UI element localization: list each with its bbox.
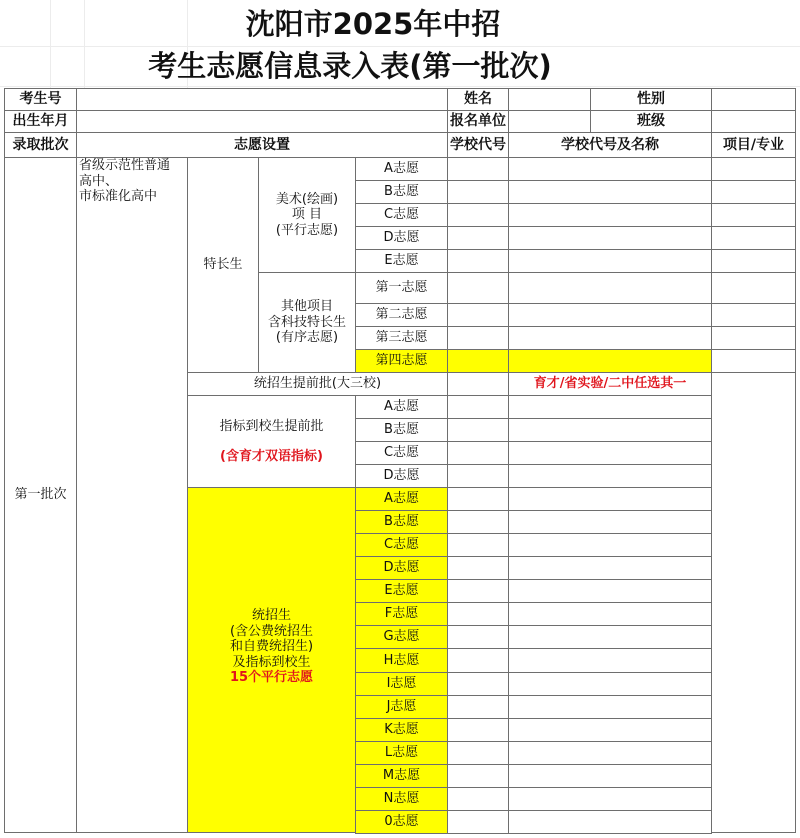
school-name-field[interactable] [508,533,712,557]
school-name-field[interactable] [508,418,712,442]
school-name-field[interactable] [508,441,712,465]
school-name-field[interactable] [508,303,712,327]
choice-label: G志愿 [355,625,448,649]
project-field[interactable] [711,203,796,227]
special-label: 特长生 [187,157,259,373]
school-type-label [76,157,188,833]
art-line3: (平行志愿) [275,222,339,238]
choice-label: N志愿 [355,787,448,811]
choice-label: C志愿 [355,441,448,465]
school-code-field[interactable] [447,180,509,204]
school-name-field[interactable] [508,602,712,626]
school-name-field[interactable] [508,741,712,765]
birth-label: 出生年月 [4,110,77,133]
birth-field[interactable] [76,110,448,133]
school-code-field[interactable] [447,787,509,811]
name-field[interactable] [508,88,591,111]
choice-label: A志愿 [355,395,448,419]
sheet-gridline [0,86,800,87]
school-code-field[interactable] [447,395,509,419]
choice-label: F志愿 [355,602,448,626]
choice-label: 第四志愿 [355,349,448,373]
choice-label: H志愿 [355,648,448,673]
unified-line4: 及指标到校生 [232,654,311,670]
choice-label: A志愿 [355,157,448,181]
school-code-field[interactable] [447,441,509,465]
school-code-field[interactable] [447,810,509,834]
choice-label: C志愿 [355,533,448,557]
school-name-field[interactable] [508,579,712,603]
school-code-field[interactable] [447,349,509,373]
school-code-field[interactable] [447,695,509,719]
school-type-line1: 省级示范性普通 [79,158,171,173]
school-name-field[interactable] [508,349,712,373]
school-name-field[interactable] [508,326,712,350]
form-title-line1: 沈阳市2025年中招 [245,7,501,41]
project-field[interactable] [711,272,796,304]
school-name-field[interactable] [508,764,712,788]
project-field[interactable] [711,326,796,350]
school-code-field[interactable] [447,510,509,534]
choice-label: B志愿 [355,180,448,204]
school-type-line3: 市标准化高中 [79,189,158,205]
choice-label: 第一志愿 [355,272,448,304]
early-batch-code[interactable] [447,372,509,396]
exam-no-field[interactable] [76,88,448,111]
choice-label: B志愿 [355,510,448,534]
school-name-field[interactable] [508,718,712,742]
school-code-field[interactable] [447,303,509,327]
choice-label: I志愿 [355,672,448,696]
school-name-field[interactable] [508,395,712,419]
school-name-field[interactable] [508,810,712,834]
quota-early-note: (含育才双语指标) [220,448,323,464]
quota-early-text: 指标到校生提前批 [219,418,324,434]
school-name-field[interactable] [508,226,712,250]
art-group-label [258,157,356,273]
form-title-line2: 考生志愿信息录入表(第一批次) [148,49,552,83]
choice-label: K志愿 [355,718,448,742]
choice-label: C志愿 [355,203,448,227]
gender-label: 性别 [590,88,712,111]
school-code-field[interactable] [447,487,509,511]
school-name-field[interactable] [508,157,712,181]
unified-label [187,487,356,833]
project-merged-field[interactable] [711,372,796,833]
school-code-field[interactable] [447,418,509,442]
header-batch: 录取批次 [4,132,77,158]
class-field[interactable] [711,110,796,133]
project-field[interactable] [711,180,796,204]
school-name-field[interactable] [508,625,712,649]
school-name-field[interactable] [508,787,712,811]
project-field[interactable] [711,157,796,181]
unified-note: 15个平行志愿 [229,670,314,686]
header-project: 项目/专业 [711,132,796,158]
project-field[interactable] [711,249,796,273]
unified-line1: 统招生 [251,608,291,623]
choice-label: E志愿 [355,249,448,273]
school-name-field[interactable] [508,272,712,304]
school-code-field[interactable] [447,157,509,181]
other-line3: (有序志愿) [275,330,339,346]
school-code-field[interactable] [447,718,509,742]
project-field[interactable] [711,349,796,373]
unified-line3: 和自费统招生) [229,639,314,655]
school-name-field[interactable] [508,203,712,227]
choice-label: D志愿 [355,556,448,580]
early-batch-label: 统招生提前批(大三校) [187,372,448,396]
school-name-field[interactable] [508,556,712,580]
class-label: 班级 [590,110,712,133]
school-name-field[interactable] [508,487,712,511]
other-group-label [258,272,356,373]
header-school-code: 学校代号 [447,132,509,158]
school-code-field[interactable] [447,625,509,649]
project-field[interactable] [711,226,796,250]
school-name-field[interactable] [508,510,712,534]
school-name-field[interactable] [508,249,712,273]
choice-label: 第二志愿 [355,303,448,327]
unit-field[interactable] [508,110,591,133]
school-name-field[interactable] [508,180,712,204]
choice-label: 第三志愿 [355,326,448,350]
school-name-field[interactable] [508,672,712,696]
school-name-field[interactable] [508,464,712,488]
school-code-field[interactable] [447,741,509,765]
other-line1: 其他项目 [280,299,333,315]
name-label: 姓名 [447,88,509,111]
school-type-line2: 高中、 [79,173,119,189]
school-code-field[interactable] [447,672,509,696]
choice-label: B志愿 [355,418,448,442]
school-code-field[interactable] [447,602,509,626]
school-code-field[interactable] [447,249,509,273]
art-line2: 项 目 [291,207,323,223]
school-code-field[interactable] [447,556,509,580]
school-code-field[interactable] [447,648,509,673]
school-code-field[interactable] [447,533,509,557]
school-code-field[interactable] [447,272,509,304]
choice-label: J志愿 [355,695,448,719]
choice-label: E志愿 [355,579,448,603]
quota-early-label [187,395,356,488]
school-code-field[interactable] [447,203,509,227]
unit-label: 报名单位 [447,110,509,133]
other-line2: 含科技特长生 [267,314,346,330]
art-line1: 美术(绘画) [275,191,339,207]
school-name-field[interactable] [508,648,712,673]
gender-field[interactable] [711,88,796,111]
choice-label: A志愿 [355,487,448,511]
exam-no-label: 考生号 [4,88,77,111]
project-field[interactable] [711,303,796,327]
school-code-field[interactable] [447,579,509,603]
choice-label: 0志愿 [355,810,448,834]
early-batch-note: 育才/省实验/二中任选其一 [508,372,712,396]
school-code-field[interactable] [447,326,509,350]
school-code-field[interactable] [447,226,509,250]
header-school-code-name: 学校代号及名称 [508,132,712,158]
school-code-field[interactable] [447,464,509,488]
header-setting: 志愿设置 [76,132,448,158]
choice-label: L志愿 [355,741,448,765]
school-name-field[interactable] [508,695,712,719]
choice-label: D志愿 [355,464,448,488]
batch-label: 第一批次 [4,157,77,833]
choice-label: D志愿 [355,226,448,250]
unified-line2: (含公费统招生 [229,623,314,639]
school-code-field[interactable] [447,764,509,788]
choice-label: M志愿 [355,764,448,788]
